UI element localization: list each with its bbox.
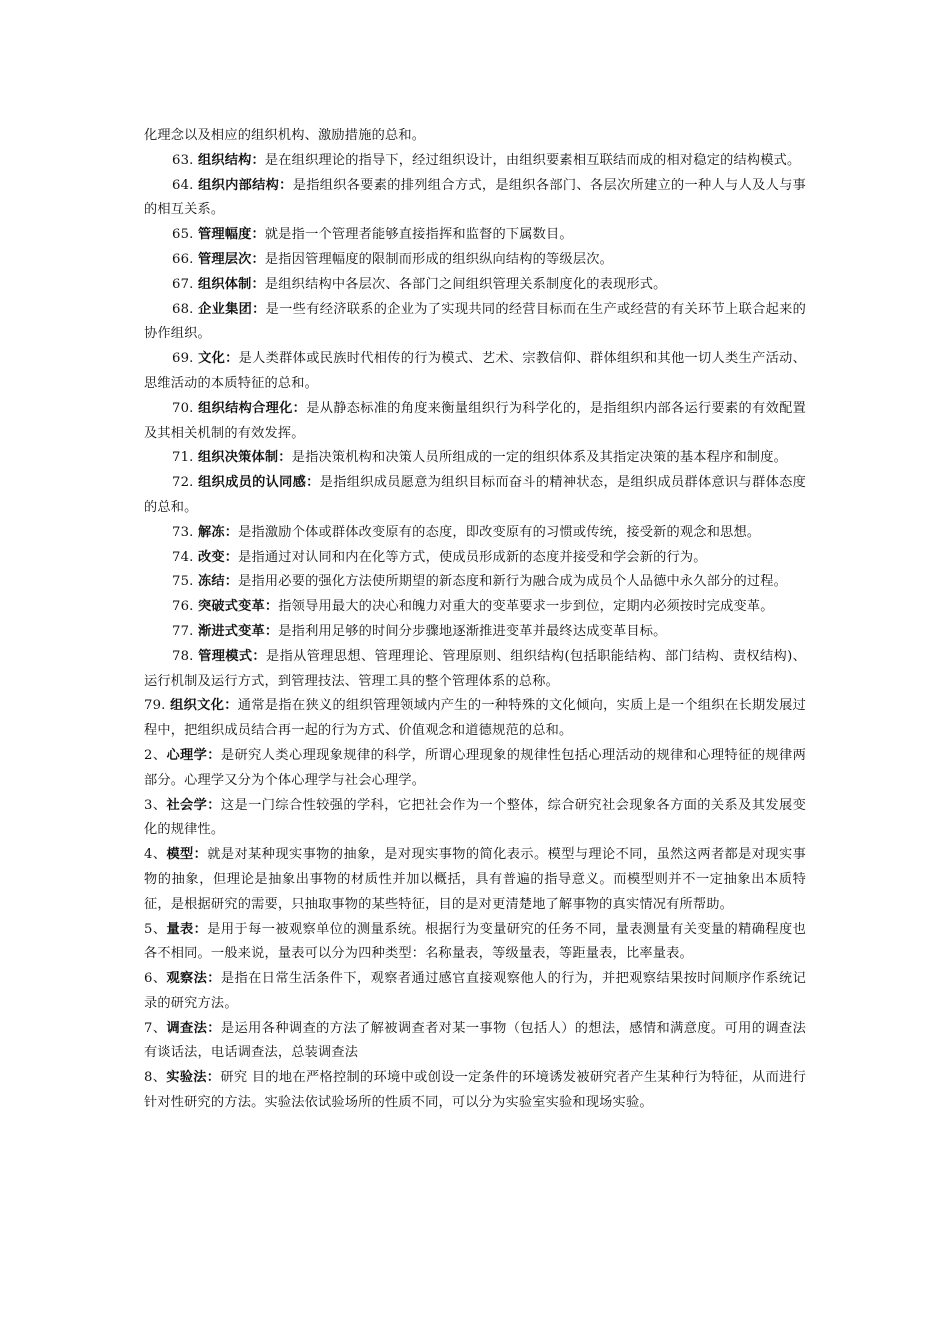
item-number: 6、 <box>144 971 167 987</box>
definition-paragraph <box>144 794 806 844</box>
item-number: 78. <box>172 648 199 664</box>
definition-text: 是组织结构中各层次、各部门之间组织管理关系制度化的表现形式。 <box>264 276 667 292</box>
definition-text: 是指在日常生活条件下，观察者通过感官直接观察他人的行为，并把观察结果按时间顺序作系统记录的研究方法。 <box>144 971 806 1011</box>
item-number: 67. <box>172 276 198 292</box>
definition-paragraph <box>144 595 806 620</box>
term-label: 解冻： <box>197 524 239 540</box>
definition-text: 研究 目的地在严格控制的环境中或创设一定条件的环境诱发被研究者产生某种行为特征，从而进行针对性研究的方法。实验法依试验场所的性质不同，可以分为实验室实验和现场实验。 <box>144 1070 806 1111</box>
term-label: 调查法： <box>166 1020 221 1036</box>
term-label: 组织文化： <box>170 698 238 714</box>
definition-text: 是从静态标准的角度来衡量组织行为科学化的，是指组织内部各运行要素的有效配置及其相关机制的有效发挥。 <box>144 400 806 441</box>
definition-paragraph <box>144 570 806 595</box>
definition-paragraph <box>144 918 806 968</box>
item-number: 76. <box>172 599 198 615</box>
definition-text: 是在组织理论的指导下，经过组织设计，由组织要素相互联结而成的相对稳定的结构模式。 <box>264 152 801 168</box>
definition-text: 就是指一个管理者能够直接指挥和监督的下属数目。 <box>264 227 573 243</box>
term-label: 组织成员的认同感： <box>198 475 320 491</box>
definition-paragraph <box>144 248 806 273</box>
term-label: 组织内部结构： <box>198 177 293 193</box>
definition-paragraph <box>144 124 806 149</box>
term-label: 管理层次： <box>197 251 265 267</box>
item-number: 4、 <box>144 847 167 863</box>
term-label: 改变： <box>197 549 239 565</box>
definition-text: 通常是指在狭义的组织管理领域内产生的一种特殊的文化倾向，实质上是一个组织在长期发展过程中，把组织成员结合再一起的行为方式、价值观念和道德规范的总和。 <box>144 698 806 739</box>
item-number: 75. <box>172 574 198 590</box>
definition-paragraph <box>144 223 806 248</box>
definition-paragraph <box>144 521 806 546</box>
term-label: 突破式变革： <box>197 599 279 615</box>
definition-text: 是指激励个体或群体改变原有的态度，即改变原有的习惯或传统，接受新的观念和思想。 <box>238 524 761 540</box>
definition-text: 是指用必要的强化方法使所期望的新态度和新行为融合成为成员个人品德中永久部分的过程。 <box>238 574 788 590</box>
definition-paragraph <box>144 967 806 1017</box>
item-number: 68. <box>172 301 199 317</box>
definition-text: 是指决策机构和决策人员所组成的一定的组织体系及其指定决策的基本程序和制度。 <box>291 450 788 466</box>
definition-paragraph <box>144 471 806 521</box>
term-label: 企业集团： <box>198 301 266 317</box>
definition-paragraph <box>144 298 806 348</box>
item-number: 74. <box>172 549 198 565</box>
definition-text: 是用于每一被观察单位的测量系统。根据行为变量研究的任务不同，量表测量有关变量的精确程度也各不相同。一般来说，量表可以分为四种类型：名称量表，等级量表，等距量表，比率量表。 <box>144 921 806 962</box>
definition-text: 是一些有经济联系的企业为了实现共同的经营目标而在生产或经营的有关环节上联合起来的协作组织。 <box>144 301 807 342</box>
definition-paragraph <box>144 397 806 447</box>
definition-text: 是指从管理思想、管理理论、管理原则、组织结构(包括职能结构、部门结构、责权结构)、运行机制及运行方式，到管理技法、管理工具的整个管理体系的总称。 <box>144 648 806 689</box>
definition-paragraph <box>144 1066 806 1116</box>
item-number: 7、 <box>144 1020 167 1036</box>
item-number: 5、 <box>144 921 167 937</box>
item-number: 64. <box>172 177 199 193</box>
term-label: 文化： <box>198 351 239 367</box>
definition-paragraph <box>144 273 806 298</box>
definition-text: 是指利用足够的时间分步骤地逐渐推进变革并最终达成变革目标。 <box>278 623 667 639</box>
item-number: 79. <box>144 698 171 714</box>
definition-paragraph <box>144 645 806 695</box>
definition-paragraph <box>144 620 806 645</box>
item-number: 72. <box>172 475 199 491</box>
term-label: 管理幅度： <box>197 227 265 243</box>
term-label: 观察法： <box>166 971 221 987</box>
term-label: 量表： <box>166 921 208 937</box>
item-number: 66. <box>172 251 198 267</box>
document-page <box>144 124 806 1116</box>
definition-text: 是指通过对认同和内在化等方式，使成员形成新的态度并接受和学会新的行为。 <box>238 549 707 565</box>
definition-paragraph <box>144 843 806 917</box>
term-label: 模型： <box>166 847 208 863</box>
definition-text: 这是一门综合性较强的学科，它把社会作为一个整体，综合研究社会现象各方面的关系及其发展变化的规律性。 <box>144 797 806 838</box>
definition-paragraph <box>144 694 806 744</box>
term-label: 渐进式变革： <box>197 623 279 639</box>
term-label: 组织体制： <box>197 276 265 292</box>
term-label: 管理模式： <box>198 648 266 664</box>
term-label: 实验法： <box>166 1070 221 1086</box>
item-number: 71. <box>172 450 198 466</box>
definition-text: 是指组织成员愿意为组织目标而奋斗的精神状态，是组织成员群体意识与群体态度的总和。 <box>144 475 806 515</box>
item-number: 3、 <box>144 797 167 813</box>
item-number: 70. <box>172 400 199 416</box>
item-number: 63. <box>172 152 198 168</box>
definition-paragraph <box>144 174 806 224</box>
term-label: 心理学： <box>166 747 221 763</box>
term-label: 组织结构合理化： <box>198 400 307 416</box>
item-number: 8、 <box>144 1070 167 1086</box>
definition-text: 是运用各种调查的方法了解被调查者对某一事物（包括人）的想法，感情和满意度。可用的调查法有谈话法，电话调查法，总装调查法 <box>144 1020 806 1061</box>
definition-paragraph <box>144 1017 806 1067</box>
definition-paragraph <box>144 546 806 571</box>
definition-paragraph <box>144 149 806 174</box>
definition-text: 是研究人类心理现象规律的科学，所谓心理现象的规律性包括心理活动的规律和心理特征的规律两部分。心理学又分为个体心理学与社会心理学。 <box>144 747 806 788</box>
term-label: 组织结构： <box>197 152 265 168</box>
definition-paragraph <box>144 744 806 794</box>
item-number: 73. <box>172 524 198 540</box>
term-label: 社会学： <box>166 797 221 813</box>
item-number: 2、 <box>144 747 167 763</box>
definition-text: 就是对某种现实事物的抽象，是对现实事物的简化表示。模型与理论不同，虽然这两者都是对现实事物的抽象，但理论是抽象出事物的材质性并加以概括，具有普遍的指导意义。而模型则并不一定抽象出本质特征，是根据研究的需要，只抽取事物的某些特征，目的是对更清楚地了解事物的真实情况有所帮助。 <box>144 847 806 912</box>
term-label: 冻结： <box>197 574 239 590</box>
item-number: 65. <box>172 227 198 243</box>
definition-text: 指领导用最大的决心和魄力对重大的变革要求一步到位，定期内必须按时完成变革。 <box>278 599 774 615</box>
definition-paragraph <box>144 347 806 397</box>
definition-text: 化理念以及相应的组织机构、激励措施的总和。 <box>144 128 426 143</box>
definition-text: 是人类群体或民族时代相传的行为模式、艺术、宗教信仰、群体组织和其他一切人类生产活动、思维活动的本质特征的总和。 <box>144 351 806 391</box>
item-number: 69. <box>172 351 199 367</box>
definition-text: 是指因管理幅度的限制而形成的组织纵向结构的等级层次。 <box>264 251 613 267</box>
definition-text: 是指组织各要素的排列组合方式，是组织各部门、各层次所建立的一种人与人及人与事的相互关系。 <box>144 177 806 218</box>
definition-paragraph <box>144 446 806 471</box>
term-label: 组织决策体制： <box>197 450 292 466</box>
item-number: 77. <box>172 623 198 639</box>
